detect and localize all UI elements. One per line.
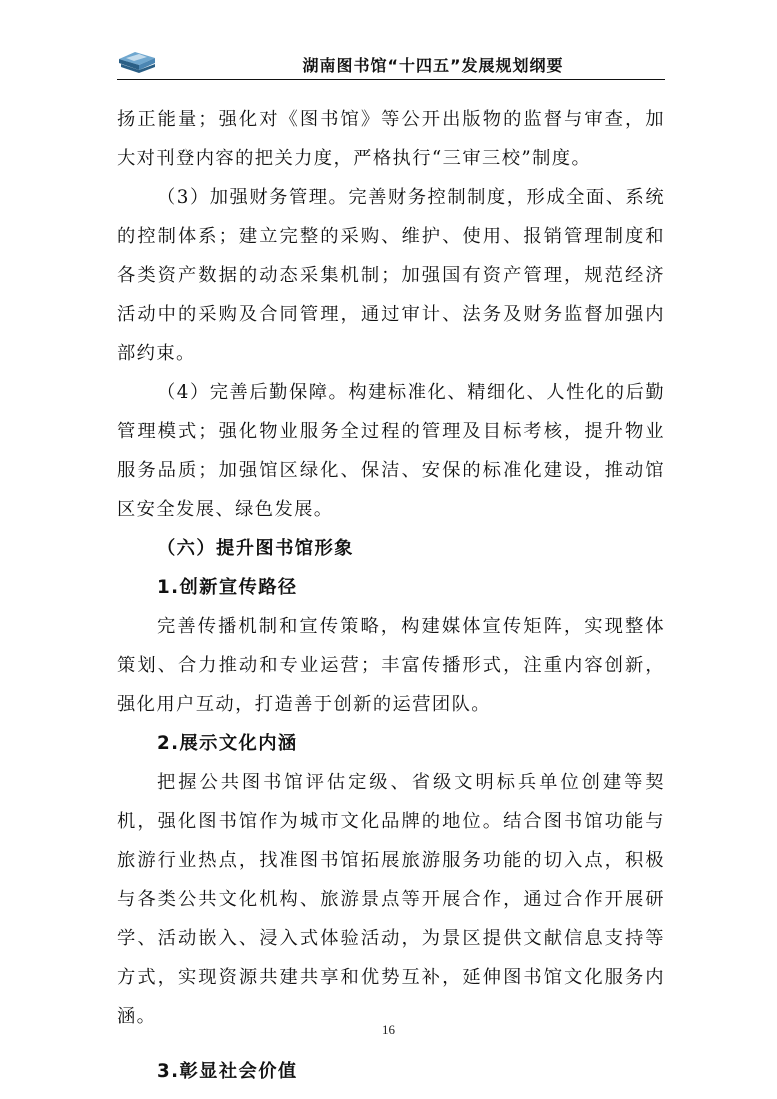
section-heading-library-image: （六）提升图书馆形象	[157, 538, 354, 559]
paragraph-continuation: 扬正能量；强化对《图书馆》等公开出版物的监督与审查，加大对刊登内容的把关力度，严格执行“三审三校”制度。	[117, 109, 665, 169]
page-header-title: 湖南图书馆“十四五”发展规划纲要	[302, 56, 564, 75]
paragraph-logistics-support: （4）完善后勤保障。构建标准化、精细化、人性化的后勤管理模式；强化物业服务全过程的管理及目标考核，提升物业服务品质；加强馆区绿化、保洁、安保的标准化建设，推动馆区安全发展、绿色发展。	[117, 382, 665, 520]
subheading-cultural-connotation: 2.展示文化内涵	[157, 733, 298, 754]
paragraph-financial-management: （3）加强财务管理。完善财务控制制度，形成全面、系统的控制体系；建立完整的采购、维护、使用、报销管理制度和各类资产数据的动态采集机制；加强国有资产管理，规范经济活动中的采购及合同管理，通过审计、法务及财务监督加强内部约束。	[117, 187, 665, 364]
paragraph-cultural-connotation: 把握公共图书馆评估定级、省级文明标兵单位创建等契机，强化图书馆作为城市文化品牌的地位。结合图书馆功能与旅游行业热点，找准图书馆拓展旅游服务功能的切入点，积极与各类公共文化机构、旅游景点等开展合作，通过合作开展研学、活动嵌入、浸入式体验活动，为景区提供文献信息支持等方式，实现资源共建共享和优势互补，延伸图书馆文化服务内涵。	[117, 772, 665, 1027]
document-body	[117, 100, 665, 1091]
header-divider	[117, 79, 665, 80]
spacer	[117, 1036, 665, 1052]
library-logo-icon	[117, 50, 157, 74]
subheading-social-value: 3.彰显社会价值	[157, 1061, 298, 1082]
subheading-publicity: 1.创新宣传路径	[157, 577, 298, 598]
page-header	[117, 50, 665, 78]
paragraph-publicity: 完善传播机制和宣传策略，构建媒体宣传矩阵，实现整体策划、合力推动和专业运营；丰富传播形式，注重内容创新，强化用户互动，打造善于创新的运营团队。	[117, 616, 665, 715]
page-number: 16	[382, 1022, 395, 1037]
